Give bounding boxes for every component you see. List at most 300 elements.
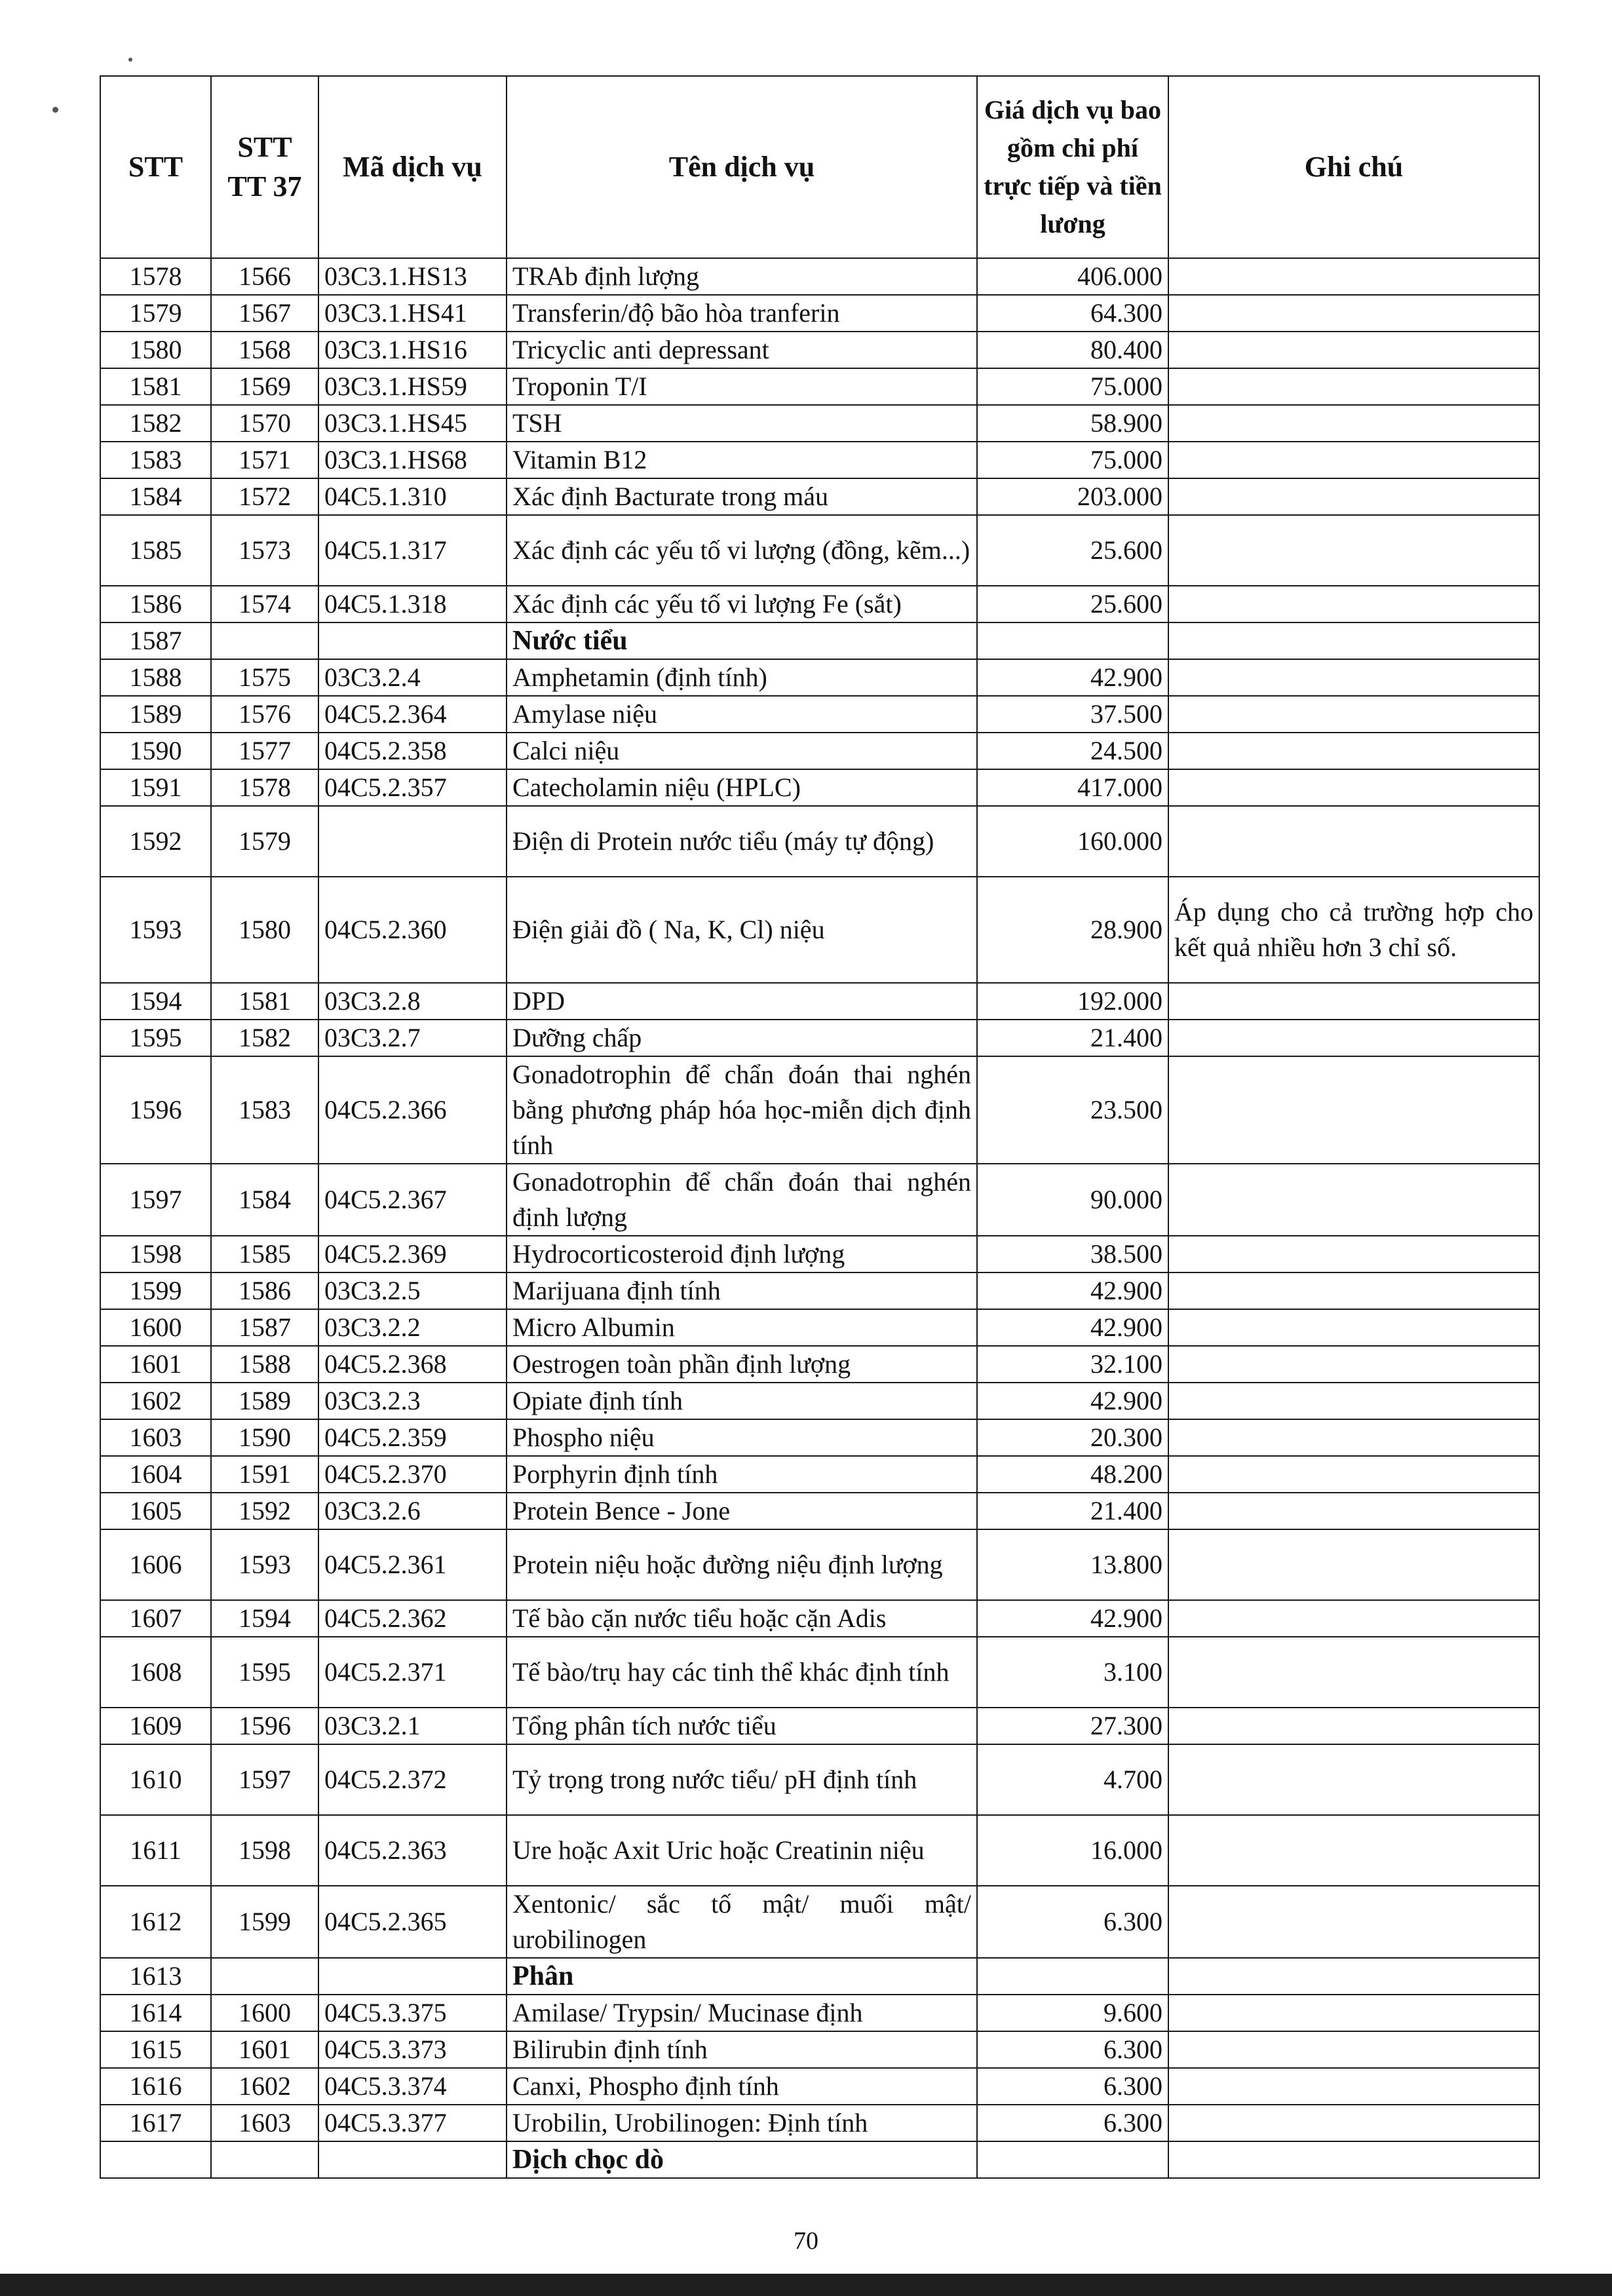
cell-code: 04C5.2.367 <box>318 1164 507 1236</box>
cell-stt: 1591 <box>100 769 211 806</box>
cell-name: Phospho niệu <box>507 1419 977 1456</box>
cell-stt-tt37: 1577 <box>211 733 318 769</box>
cell-stt: 1587 <box>100 622 211 659</box>
cell-note <box>1168 442 1539 478</box>
cell-stt-tt37: 1567 <box>211 295 318 332</box>
cell-code: 04C5.1.318 <box>318 586 507 622</box>
service-price-table <box>100 75 1540 2179</box>
cell-stt: 1585 <box>100 515 211 586</box>
cell-price: 23.500 <box>977 1056 1168 1164</box>
cell-stt-tt37: 1587 <box>211 1309 318 1346</box>
cell-code: 03C3.1.HS41 <box>318 295 507 332</box>
cell-stt: 1609 <box>100 1708 211 1744</box>
cell-stt-tt37: 1585 <box>211 1236 318 1272</box>
cell-note <box>1168 1815 1539 1886</box>
cell-name: Canxi, Phospho định tính <box>507 2068 977 2105</box>
cell-price: 27.300 <box>977 1708 1168 1744</box>
cell-stt: 1596 <box>100 1056 211 1164</box>
cell-code: 03C3.2.6 <box>318 1493 507 1529</box>
cell-price: 32.100 <box>977 1346 1168 1383</box>
cell-price: 3.100 <box>977 1637 1168 1708</box>
cell-code <box>318 622 507 659</box>
cell-code: 03C3.2.2 <box>318 1309 507 1346</box>
cell-code: 04C5.2.363 <box>318 1815 507 1886</box>
cell-code: 04C5.2.365 <box>318 1886 507 1958</box>
table-row <box>100 2068 1539 2105</box>
cell-stt: 1594 <box>100 983 211 1020</box>
cell-stt-tt37: 1600 <box>211 1995 318 2031</box>
cell-price: 6.300 <box>977 1886 1168 1958</box>
cell-stt-tt37: 1599 <box>211 1886 318 1958</box>
cell-price: 38.500 <box>977 1236 1168 1272</box>
table-row <box>100 405 1539 442</box>
cell-note <box>1168 368 1539 405</box>
cell-stt-tt37: 1595 <box>211 1637 318 1708</box>
cell-stt-tt37 <box>211 2141 318 2178</box>
cell-note: Áp dụng cho cả trường hợp cho kết quả nhiều hơn 3 chỉ số. <box>1168 877 1539 983</box>
cell-stt: 1590 <box>100 733 211 769</box>
table-row <box>100 1056 1539 1164</box>
cell-stt-tt37 <box>211 1958 318 1995</box>
cell-stt-tt37: 1590 <box>211 1419 318 1456</box>
cell-note <box>1168 769 1539 806</box>
cell-price: 75.000 <box>977 442 1168 478</box>
cell-price: 42.900 <box>977 659 1168 696</box>
cell-stt: 1588 <box>100 659 211 696</box>
scan-speck <box>128 58 132 62</box>
cell-stt: 1598 <box>100 1236 211 1272</box>
cell-stt-tt37: 1593 <box>211 1529 318 1600</box>
cell-name: Tế bào cặn nước tiểu hoặc cặn Adis <box>507 1600 977 1637</box>
table-header-row <box>100 76 1539 258</box>
col-header-name: Tên dịch vụ <box>507 76 977 258</box>
cell-name: Urobilin, Urobilinogen: Định tính <box>507 2105 977 2141</box>
cell-stt: 1599 <box>100 1272 211 1309</box>
cell-price: 25.600 <box>977 586 1168 622</box>
cell-name: Phân <box>507 1958 977 1995</box>
cell-code: 04C5.2.369 <box>318 1236 507 1272</box>
cell-stt-tt37: 1602 <box>211 2068 318 2105</box>
cell-price: 16.000 <box>977 1815 1168 1886</box>
table-row <box>100 1744 1539 1815</box>
cell-name: Tổng phân tích nước tiểu <box>507 1708 977 1744</box>
cell-stt-tt37: 1596 <box>211 1708 318 1744</box>
cell-code: 04C5.1.310 <box>318 478 507 515</box>
cell-stt: 1582 <box>100 405 211 442</box>
cell-stt-tt37: 1592 <box>211 1493 318 1529</box>
cell-price: 90.000 <box>977 1164 1168 1236</box>
cell-stt: 1610 <box>100 1744 211 1815</box>
cell-code: 03C3.2.1 <box>318 1708 507 1744</box>
cell-name: Ure hoặc Axit Uric hoặc Creatinin niệu <box>507 1815 977 1886</box>
cell-name: Xác định các yếu tố vi lượng (đồng, kẽm...) <box>507 515 977 586</box>
cell-stt: 1613 <box>100 1958 211 1995</box>
cell-stt: 1584 <box>100 478 211 515</box>
table-row <box>100 1637 1539 1708</box>
cell-name: Tricyclic anti depressant <box>507 332 977 368</box>
scan-speck <box>52 107 58 113</box>
cell-stt-tt37: 1570 <box>211 405 318 442</box>
cell-note <box>1168 622 1539 659</box>
table-row <box>100 769 1539 806</box>
cell-stt-tt37: 1572 <box>211 478 318 515</box>
table-row <box>100 1529 1539 1600</box>
table-row <box>100 515 1539 586</box>
cell-name: Hydrocorticosteroid định lượng <box>507 1236 977 1272</box>
table-row <box>100 1020 1539 1056</box>
cell-stt-tt37: 1581 <box>211 983 318 1020</box>
cell-stt: 1595 <box>100 1020 211 1056</box>
cell-stt <box>100 2141 211 2178</box>
cell-stt-tt37: 1582 <box>211 1020 318 1056</box>
cell-code: 04C5.2.372 <box>318 1744 507 1815</box>
cell-price: 160.000 <box>977 806 1168 877</box>
cell-note <box>1168 258 1539 295</box>
cell-note <box>1168 1383 1539 1419</box>
cell-note <box>1168 1637 1539 1708</box>
cell-note <box>1168 1995 1539 2031</box>
cell-name: DPD <box>507 983 977 1020</box>
cell-price: 192.000 <box>977 983 1168 1020</box>
cell-stt-tt37: 1591 <box>211 1456 318 1493</box>
table-row <box>100 295 1539 332</box>
cell-note <box>1168 1744 1539 1815</box>
cell-stt-tt37: 1601 <box>211 2031 318 2068</box>
scan-bottom-edge <box>0 2274 1612 2296</box>
cell-price: 406.000 <box>977 258 1168 295</box>
table-row <box>100 1815 1539 1886</box>
cell-code: 04C5.2.357 <box>318 769 507 806</box>
cell-price: 75.000 <box>977 368 1168 405</box>
table-row <box>100 696 1539 733</box>
cell-stt-tt37: 1583 <box>211 1056 318 1164</box>
cell-note <box>1168 2105 1539 2141</box>
cell-price: 6.300 <box>977 2068 1168 2105</box>
cell-code <box>318 2141 507 2178</box>
cell-price: 417.000 <box>977 769 1168 806</box>
cell-name: Dịch chọc dò <box>507 2141 977 2178</box>
cell-name: Gonadotrophin để chẩn đoán thai nghén bằng phương pháp hóa học-miễn dịch định tính <box>507 1056 977 1164</box>
section-row <box>100 1958 1539 1995</box>
cell-name: Bilirubin định tính <box>507 2031 977 2068</box>
cell-name: Dưỡng chấp <box>507 1020 977 1056</box>
cell-note <box>1168 332 1539 368</box>
cell-price: 21.400 <box>977 1020 1168 1056</box>
cell-code: 04C5.2.368 <box>318 1346 507 1383</box>
table-row <box>100 806 1539 877</box>
cell-stt: 1580 <box>100 332 211 368</box>
col-header-stt: STT <box>100 76 211 258</box>
cell-price <box>977 2141 1168 2178</box>
cell-price: 203.000 <box>977 478 1168 515</box>
cell-code: 04C5.3.375 <box>318 1995 507 2031</box>
cell-note <box>1168 1600 1539 1637</box>
cell-code: 04C5.1.317 <box>318 515 507 586</box>
cell-stt-tt37: 1598 <box>211 1815 318 1886</box>
cell-stt: 1603 <box>100 1419 211 1456</box>
cell-stt: 1612 <box>100 1886 211 1958</box>
cell-stt: 1579 <box>100 295 211 332</box>
table-row <box>100 983 1539 1020</box>
cell-price: 13.800 <box>977 1529 1168 1600</box>
cell-stt-tt37: 1580 <box>211 877 318 983</box>
cell-price: 42.900 <box>977 1272 1168 1309</box>
cell-note <box>1168 2031 1539 2068</box>
cell-stt: 1578 <box>100 258 211 295</box>
cell-price: 4.700 <box>977 1744 1168 1815</box>
cell-code: 04C5.3.377 <box>318 2105 507 2141</box>
cell-price: 48.200 <box>977 1456 1168 1493</box>
cell-stt-tt37: 1573 <box>211 515 318 586</box>
cell-note <box>1168 696 1539 733</box>
cell-stt: 1611 <box>100 1815 211 1886</box>
cell-stt: 1607 <box>100 1600 211 1637</box>
cell-note <box>1168 586 1539 622</box>
cell-name: TSH <box>507 405 977 442</box>
cell-code: 03C3.1.HS59 <box>318 368 507 405</box>
table-row <box>100 733 1539 769</box>
cell-stt-tt37: 1588 <box>211 1346 318 1383</box>
cell-code: 04C5.2.360 <box>318 877 507 983</box>
cell-code: 03C3.1.HS68 <box>318 442 507 478</box>
cell-stt-tt37: 1578 <box>211 769 318 806</box>
cell-code: 04C5.2.366 <box>318 1056 507 1164</box>
cell-stt: 1602 <box>100 1383 211 1419</box>
cell-name: Protein niệu hoặc đường niệu định lượng <box>507 1529 977 1600</box>
cell-name: Catecholamin niệu (HPLC) <box>507 769 977 806</box>
cell-stt: 1600 <box>100 1309 211 1346</box>
cell-code: 04C5.2.364 <box>318 696 507 733</box>
table-body <box>100 258 1539 2178</box>
table-row <box>100 2105 1539 2141</box>
cell-name: Vitamin B12 <box>507 442 977 478</box>
table-row <box>100 659 1539 696</box>
table-row <box>100 1346 1539 1383</box>
cell-name: Marijuana định tính <box>507 1272 977 1309</box>
cell-note <box>1168 1529 1539 1600</box>
cell-stt: 1608 <box>100 1637 211 1708</box>
cell-stt-tt37: 1574 <box>211 586 318 622</box>
cell-stt: 1593 <box>100 877 211 983</box>
cell-code: 03C3.1.HS16 <box>318 332 507 368</box>
cell-name: Amilase/ Trypsin/ Mucinase định <box>507 1995 977 2031</box>
cell-stt: 1614 <box>100 1995 211 2031</box>
cell-note <box>1168 983 1539 1020</box>
col-header-note: Ghi chú <box>1168 76 1539 258</box>
cell-note <box>1168 478 1539 515</box>
table-row <box>100 1600 1539 1637</box>
cell-note <box>1168 2141 1539 2178</box>
cell-code: 03C3.1.HS45 <box>318 405 507 442</box>
cell-code: 03C3.2.7 <box>318 1020 507 1056</box>
cell-stt: 1615 <box>100 2031 211 2068</box>
cell-code: 04C5.2.358 <box>318 733 507 769</box>
cell-code: 04C5.2.362 <box>318 1600 507 1637</box>
cell-code <box>318 1958 507 1995</box>
cell-price: 37.500 <box>977 696 1168 733</box>
cell-name: Nước tiểu <box>507 622 977 659</box>
table-row <box>100 478 1539 515</box>
cell-code: 03C3.2.5 <box>318 1272 507 1309</box>
cell-name: Troponin T/I <box>507 368 977 405</box>
table-row <box>100 368 1539 405</box>
cell-stt: 1592 <box>100 806 211 877</box>
cell-price: 9.600 <box>977 1995 1168 2031</box>
table-row <box>100 1456 1539 1493</box>
cell-stt: 1604 <box>100 1456 211 1493</box>
cell-note <box>1168 733 1539 769</box>
cell-price: 24.500 <box>977 733 1168 769</box>
cell-stt-tt37: 1594 <box>211 1600 318 1637</box>
cell-code: 04C5.3.374 <box>318 2068 507 2105</box>
cell-code: 03C3.2.3 <box>318 1383 507 1419</box>
cell-name: Oestrogen toàn phần định lượng <box>507 1346 977 1383</box>
cell-note <box>1168 1419 1539 1456</box>
table-row <box>100 1272 1539 1309</box>
cell-note <box>1168 1708 1539 1744</box>
cell-name: Amphetamin (định tính) <box>507 659 977 696</box>
cell-code: 03C3.1.HS13 <box>318 258 507 295</box>
cell-name: Tỷ trọng trong nước tiểu/ pH định tính <box>507 1744 977 1815</box>
cell-name: Protein Bence - Jone <box>507 1493 977 1529</box>
cell-name: Tế bào/trụ hay các tinh thể khác định tính <box>507 1637 977 1708</box>
cell-note <box>1168 1958 1539 1995</box>
table-row <box>100 1164 1539 1236</box>
cell-name: Transferin/độ bão hòa tranferin <box>507 295 977 332</box>
cell-note <box>1168 1346 1539 1383</box>
cell-note <box>1168 659 1539 696</box>
cell-code: 04C5.3.373 <box>318 2031 507 2068</box>
cell-price: 28.900 <box>977 877 1168 983</box>
cell-note <box>1168 1309 1539 1346</box>
cell-note <box>1168 1886 1539 1958</box>
cell-code: 03C3.2.8 <box>318 983 507 1020</box>
cell-stt-tt37: 1579 <box>211 806 318 877</box>
cell-stt: 1589 <box>100 696 211 733</box>
cell-note <box>1168 2068 1539 2105</box>
cell-stt-tt37: 1603 <box>211 2105 318 2141</box>
cell-price: 42.900 <box>977 1600 1168 1637</box>
cell-name: Điện di Protein nước tiểu (máy tự động) <box>507 806 977 877</box>
cell-name: Calci niệu <box>507 733 977 769</box>
table-row <box>100 1708 1539 1744</box>
col-header-stt-tt37: STT TT 37 <box>211 76 318 258</box>
cell-price <box>977 1958 1168 1995</box>
table-row <box>100 442 1539 478</box>
cell-note <box>1168 1272 1539 1309</box>
table-row <box>100 1419 1539 1456</box>
table-row <box>100 1236 1539 1272</box>
cell-code: 04C5.2.371 <box>318 1637 507 1708</box>
cell-code: 03C3.2.4 <box>318 659 507 696</box>
cell-name: Amylase niệu <box>507 696 977 733</box>
cell-note <box>1168 1056 1539 1164</box>
cell-stt-tt37: 1568 <box>211 332 318 368</box>
col-header-price: Giá dịch vụ bao gồm chi phí trực tiếp và tiền lương <box>977 76 1168 258</box>
cell-note <box>1168 515 1539 586</box>
cell-code <box>318 806 507 877</box>
table-row <box>100 258 1539 295</box>
cell-price: 25.600 <box>977 515 1168 586</box>
cell-stt: 1586 <box>100 586 211 622</box>
cell-stt: 1617 <box>100 2105 211 2141</box>
cell-note <box>1168 405 1539 442</box>
section-row <box>100 2141 1539 2178</box>
cell-note <box>1168 1164 1539 1236</box>
cell-price: 42.900 <box>977 1309 1168 1346</box>
cell-name: Micro Albumin <box>507 1309 977 1346</box>
cell-note <box>1168 806 1539 877</box>
cell-price: 6.300 <box>977 2105 1168 2141</box>
cell-name: TRAb định lượng <box>507 258 977 295</box>
cell-stt: 1583 <box>100 442 211 478</box>
cell-price: 80.400 <box>977 332 1168 368</box>
cell-price <box>977 622 1168 659</box>
page-number: 70 <box>794 2227 818 2255</box>
cell-price: 58.900 <box>977 405 1168 442</box>
cell-stt-tt37 <box>211 622 318 659</box>
cell-note <box>1168 1493 1539 1529</box>
cell-stt: 1581 <box>100 368 211 405</box>
cell-stt: 1597 <box>100 1164 211 1236</box>
cell-stt-tt37: 1569 <box>211 368 318 405</box>
cell-stt-tt37: 1584 <box>211 1164 318 1236</box>
cell-code: 04C5.2.370 <box>318 1456 507 1493</box>
cell-code: 04C5.2.359 <box>318 1419 507 1456</box>
table-row <box>100 1309 1539 1346</box>
cell-code: 04C5.2.361 <box>318 1529 507 1600</box>
cell-price: 20.300 <box>977 1419 1168 1456</box>
cell-stt: 1616 <box>100 2068 211 2105</box>
table-row <box>100 877 1539 983</box>
cell-stt-tt37: 1586 <box>211 1272 318 1309</box>
cell-name: Xác định các yếu tố vi lượng Fe (sắt) <box>507 586 977 622</box>
cell-price: 64.300 <box>977 295 1168 332</box>
table-row <box>100 1886 1539 1958</box>
table-row <box>100 2031 1539 2068</box>
cell-note <box>1168 1236 1539 1272</box>
cell-note <box>1168 1020 1539 1056</box>
cell-stt-tt37: 1575 <box>211 659 318 696</box>
cell-stt: 1605 <box>100 1493 211 1529</box>
cell-stt-tt37: 1589 <box>211 1383 318 1419</box>
table-row <box>100 332 1539 368</box>
cell-name: Xentonic/ sắc tố mật/ muối mật/ urobilinogen <box>507 1886 977 1958</box>
cell-name: Điện giải đồ ( Na, K, Cl) niệu <box>507 877 977 983</box>
cell-stt: 1606 <box>100 1529 211 1600</box>
cell-price: 21.400 <box>977 1493 1168 1529</box>
cell-name: Gonadotrophin để chẩn đoán thai nghén định lượng <box>507 1164 977 1236</box>
cell-stt-tt37: 1597 <box>211 1744 318 1815</box>
cell-name: Porphyrin định tính <box>507 1456 977 1493</box>
cell-note <box>1168 295 1539 332</box>
cell-stt-tt37: 1566 <box>211 258 318 295</box>
section-row <box>100 622 1539 659</box>
table-row <box>100 586 1539 622</box>
col-header-code: Mã dịch vụ <box>318 76 507 258</box>
cell-stt-tt37: 1576 <box>211 696 318 733</box>
table-row <box>100 1995 1539 2031</box>
cell-note <box>1168 1456 1539 1493</box>
cell-stt-tt37: 1571 <box>211 442 318 478</box>
cell-name: Xác định Bacturate trong máu <box>507 478 977 515</box>
table-row <box>100 1383 1539 1419</box>
cell-name: Opiate định tính <box>507 1383 977 1419</box>
table-row <box>100 1493 1539 1529</box>
cell-price: 42.900 <box>977 1383 1168 1419</box>
cell-stt: 1601 <box>100 1346 211 1383</box>
cell-price: 6.300 <box>977 2031 1168 2068</box>
